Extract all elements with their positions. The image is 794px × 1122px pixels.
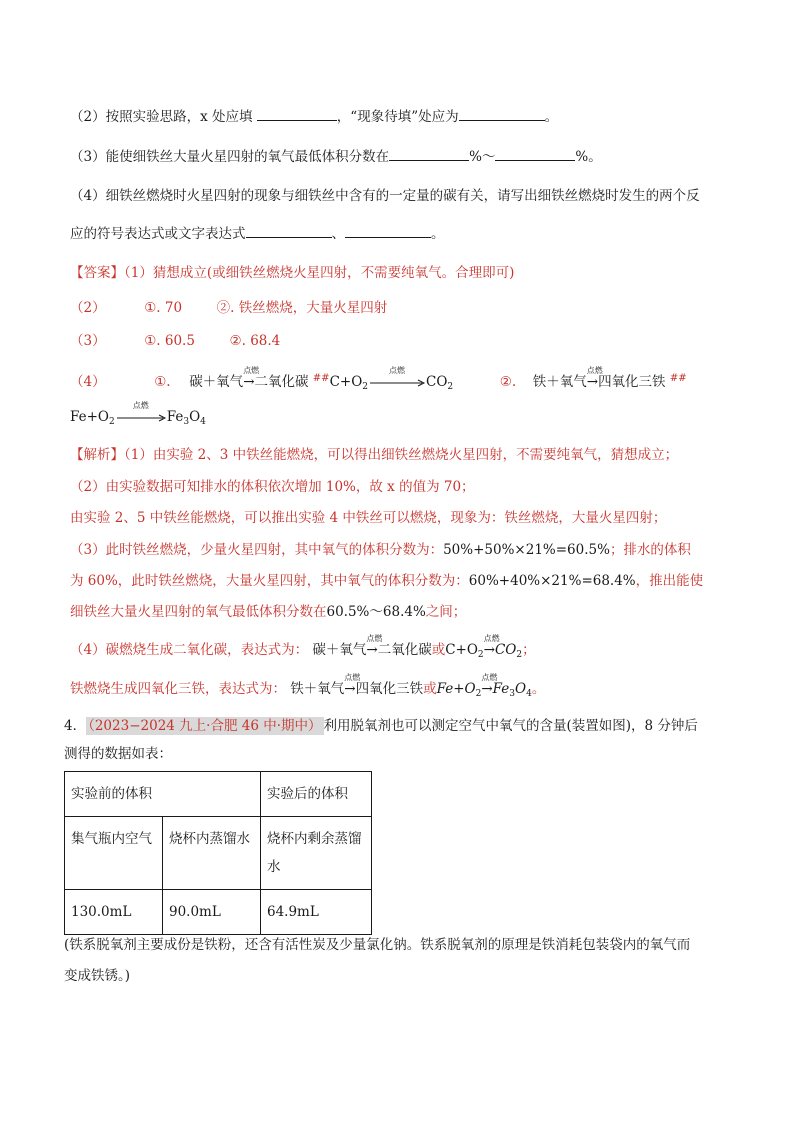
condition-label: 点燃: [132, 401, 149, 410]
q4-text-b: 、: [331, 226, 345, 242]
subscript: 4: [526, 689, 532, 699]
answer-1: [70, 264, 514, 282]
product: CO: [426, 374, 448, 390]
analysis-4-tail: ；排水的体积: [609, 542, 691, 558]
q3-text-c: %。: [575, 149, 602, 165]
question-number: 4．: [64, 718, 87, 734]
subscript: 4: [200, 417, 206, 427]
q4-text-c: 。: [431, 226, 445, 242]
analysis-7-text: （4）碳燃烧生成二氧化碳，表达式为：: [70, 642, 309, 658]
value-remaining-water: 64.9mL: [261, 890, 372, 935]
subscript: 2: [477, 650, 484, 660]
condition-label: 点燃: [344, 673, 361, 682]
product-o: O: [189, 409, 201, 425]
analysis-1-text: （1）由实验 2、3 中铁丝能燃烧，可以得出细铁丝燃烧火星四射，不需要纯氧气，猜想成立；: [124, 447, 679, 463]
value-beaker-water: 90.0mL: [163, 890, 261, 935]
analysis-6: [70, 603, 466, 621]
product: CO: [494, 642, 517, 658]
col-gas-bottle-air: 集气瓶内空气: [65, 817, 163, 890]
subscript: 2: [109, 417, 115, 427]
analysis-1: [70, 446, 678, 464]
subscript: 3: [509, 689, 516, 699]
product: 二氧化碳: [254, 374, 309, 390]
separator-hash: ##: [312, 373, 330, 384]
answer-blank: [459, 108, 545, 121]
q2-text-b: ，“现象待填”处应为: [336, 109, 459, 125]
word-equation-iron: [290, 673, 424, 697]
product: 二氧化碳: [377, 642, 432, 658]
analysis-3: 由实验 2、5 中铁丝能燃烧，可以推出实验 4 中铁丝可以燃烧，现象为：铁丝燃烧，大量火星四射；: [70, 510, 667, 526]
condition-label: 点燃: [586, 366, 603, 375]
source-tag: （2023−2024 九上·合肥 46 中·期中）: [88, 718, 322, 734]
q3-text-b: %～: [469, 149, 496, 165]
question-4-line-1: （4）细铁丝燃烧时火星四射的现象与细铁丝中含有的一定量的碳有关，请写出细铁丝燃烧时发生的两个反: [70, 188, 700, 204]
answer-2-num: （2）: [70, 300, 106, 316]
symbol-equation-carbon: [329, 366, 454, 392]
word-equation-iron: [532, 366, 670, 390]
analysis-7: [70, 634, 536, 664]
or-text: 或: [423, 681, 437, 697]
answer-2: [70, 299, 387, 317]
note-line-1: (铁系脱氧剂主要成份是铁粉，还含有活性炭及少量氯化钠。铁系脱氧剂的原理是铁消耗包装袋内的氧气而: [64, 937, 691, 953]
reactants: 碳＋氧气: [312, 642, 367, 658]
condition-label: 点燃: [481, 673, 498, 682]
product: Fe: [166, 409, 184, 425]
q4-text-a: 应的符号表达式或文字表达式: [70, 226, 246, 242]
answer-4-num: （4）: [70, 374, 106, 390]
product: Fe: [492, 681, 510, 697]
analysis-5-tail: ，推出能使: [635, 573, 704, 589]
reactants: C+O: [329, 374, 363, 390]
analysis-8-text: 铁燃烧生成四氧化三铁，表达式为：: [70, 681, 286, 697]
question-3: [70, 148, 602, 166]
subscript: 2: [447, 382, 454, 392]
condition-label: 点燃: [243, 366, 260, 375]
answer-3-num: （3）: [70, 333, 106, 349]
reactants: C+O: [445, 642, 478, 658]
answer-3-part-1: ①. 60.5: [144, 333, 195, 349]
word-equation-carbon: [189, 366, 313, 390]
reactants: Fe+O: [70, 409, 109, 425]
symbol-equation-iron: [436, 673, 532, 699]
condition-label: 点燃: [366, 634, 383, 643]
subscript: 3: [183, 417, 190, 427]
word-equation-carbon: [312, 634, 432, 658]
arrow: 点燃 →: [481, 680, 492, 698]
answer-4-line-1: [70, 366, 687, 396]
analysis-5-text: 为 60%，此时铁丝燃烧，大量火星四射，其中氧气的体积分数为：: [70, 573, 469, 589]
note-line-2: 变成铁锈。): [64, 968, 131, 984]
answer-4-line-2: [70, 401, 206, 431]
reactants: Fe+O: [436, 681, 476, 697]
answer-4-mark-2: ②.: [499, 374, 517, 390]
answer-2-part-1: ①. 70: [144, 300, 183, 316]
value-gas-bottle-air: 130.0mL: [65, 890, 163, 935]
subscript: 2: [362, 382, 369, 392]
header-after: 实验后的体积: [261, 772, 372, 817]
answer-3-part-2: ②. 68.4: [229, 333, 281, 349]
answer-4-mark-1: ①.: [154, 374, 171, 390]
answer-blank: [389, 148, 469, 161]
question-next-line-2: 测得的数据如表：: [64, 746, 172, 762]
table-row: [65, 772, 372, 817]
analysis-6-tail: 之间；: [425, 604, 467, 620]
end-mark: 。: [531, 681, 546, 697]
arrow: 点燃 →: [344, 680, 355, 698]
arrow: 点燃 →: [366, 641, 377, 659]
col-beaker-water: 烧杯内蒸馏水: [163, 817, 261, 890]
answer-blank: [246, 225, 332, 238]
answer-blank: [345, 225, 431, 238]
header-before: 实验前的体积: [65, 772, 261, 817]
answer-blank: [257, 108, 337, 121]
subscript: 2: [516, 650, 523, 660]
long-arrow: [115, 401, 167, 426]
product: 四氧化三铁: [355, 681, 424, 697]
question-text: 利用脱氧剂也可以测定空气中氧气的含量(装置如图)，8 分钟后: [323, 718, 698, 734]
analysis-6-text: 细铁丝大量火星四射的氧气最低体积分数在: [70, 604, 327, 620]
symbol-equation-carbon: [445, 634, 523, 660]
answer-1-text: （1）猜想成立(或细铁丝燃烧火星四射，不需要纯氧气。合理即可): [124, 265, 515, 281]
math-expression: 50%+50%×21%=60.5%: [443, 542, 610, 558]
answer-blank: [495, 148, 575, 161]
reactants: 铁＋氧气: [532, 374, 587, 390]
answer-2-part-2: ②. 铁丝燃烧，大量火星四射: [216, 300, 388, 316]
long-arrow: [368, 366, 426, 391]
reactants: 碳＋氧气: [189, 374, 244, 390]
data-table: [64, 771, 372, 935]
question-2: [70, 108, 558, 126]
product-o: O: [515, 681, 527, 697]
q2-text-a: （2）按照实验思路，x 处应填: [70, 109, 253, 125]
table-row: [65, 890, 372, 935]
analysis-4-text: （3）此时铁丝燃烧，少量火星四射，其中氧气的体积分数为：: [70, 542, 444, 558]
analysis-2: （2）由实验数据可知排水的体积依次增加 10%，故 x 的值为 70；: [70, 479, 475, 495]
math-expression: 60.5%～68.4%: [326, 604, 426, 620]
question-next-line-1: [64, 717, 698, 735]
or-text: 或: [431, 642, 446, 658]
table-row: [65, 817, 372, 890]
q2-text-c: 。: [544, 109, 559, 125]
answer-3: [70, 332, 280, 350]
separator-hash: ##: [669, 373, 687, 384]
q3-text-a: （3）能使细铁丝大量火星四射的氧气最低体积分数在: [70, 149, 390, 165]
analysis-4: [70, 541, 691, 559]
math-expression: 60%+40%×21%=68.4%: [468, 573, 636, 589]
arrow: 点燃 →: [243, 373, 254, 391]
arrow: 点燃 →: [587, 373, 598, 391]
subscript: 2: [475, 689, 482, 699]
product: 四氧化三铁: [598, 374, 666, 390]
answer-label: 【答案】: [70, 265, 124, 281]
analysis-5: [70, 572, 703, 590]
arrow: 点燃 →: [484, 641, 495, 659]
condition-label: 点燃: [389, 366, 406, 375]
analysis-label: 【解析】: [70, 447, 124, 463]
end-mark: ；: [522, 642, 536, 658]
analysis-8: [70, 673, 546, 703]
reactants: 铁＋氧气: [290, 681, 345, 697]
col-remaining-water: 烧杯内剩余蒸馏水: [261, 817, 372, 890]
condition-label: 点燃: [483, 634, 500, 643]
question-4-line-2: [70, 225, 445, 243]
